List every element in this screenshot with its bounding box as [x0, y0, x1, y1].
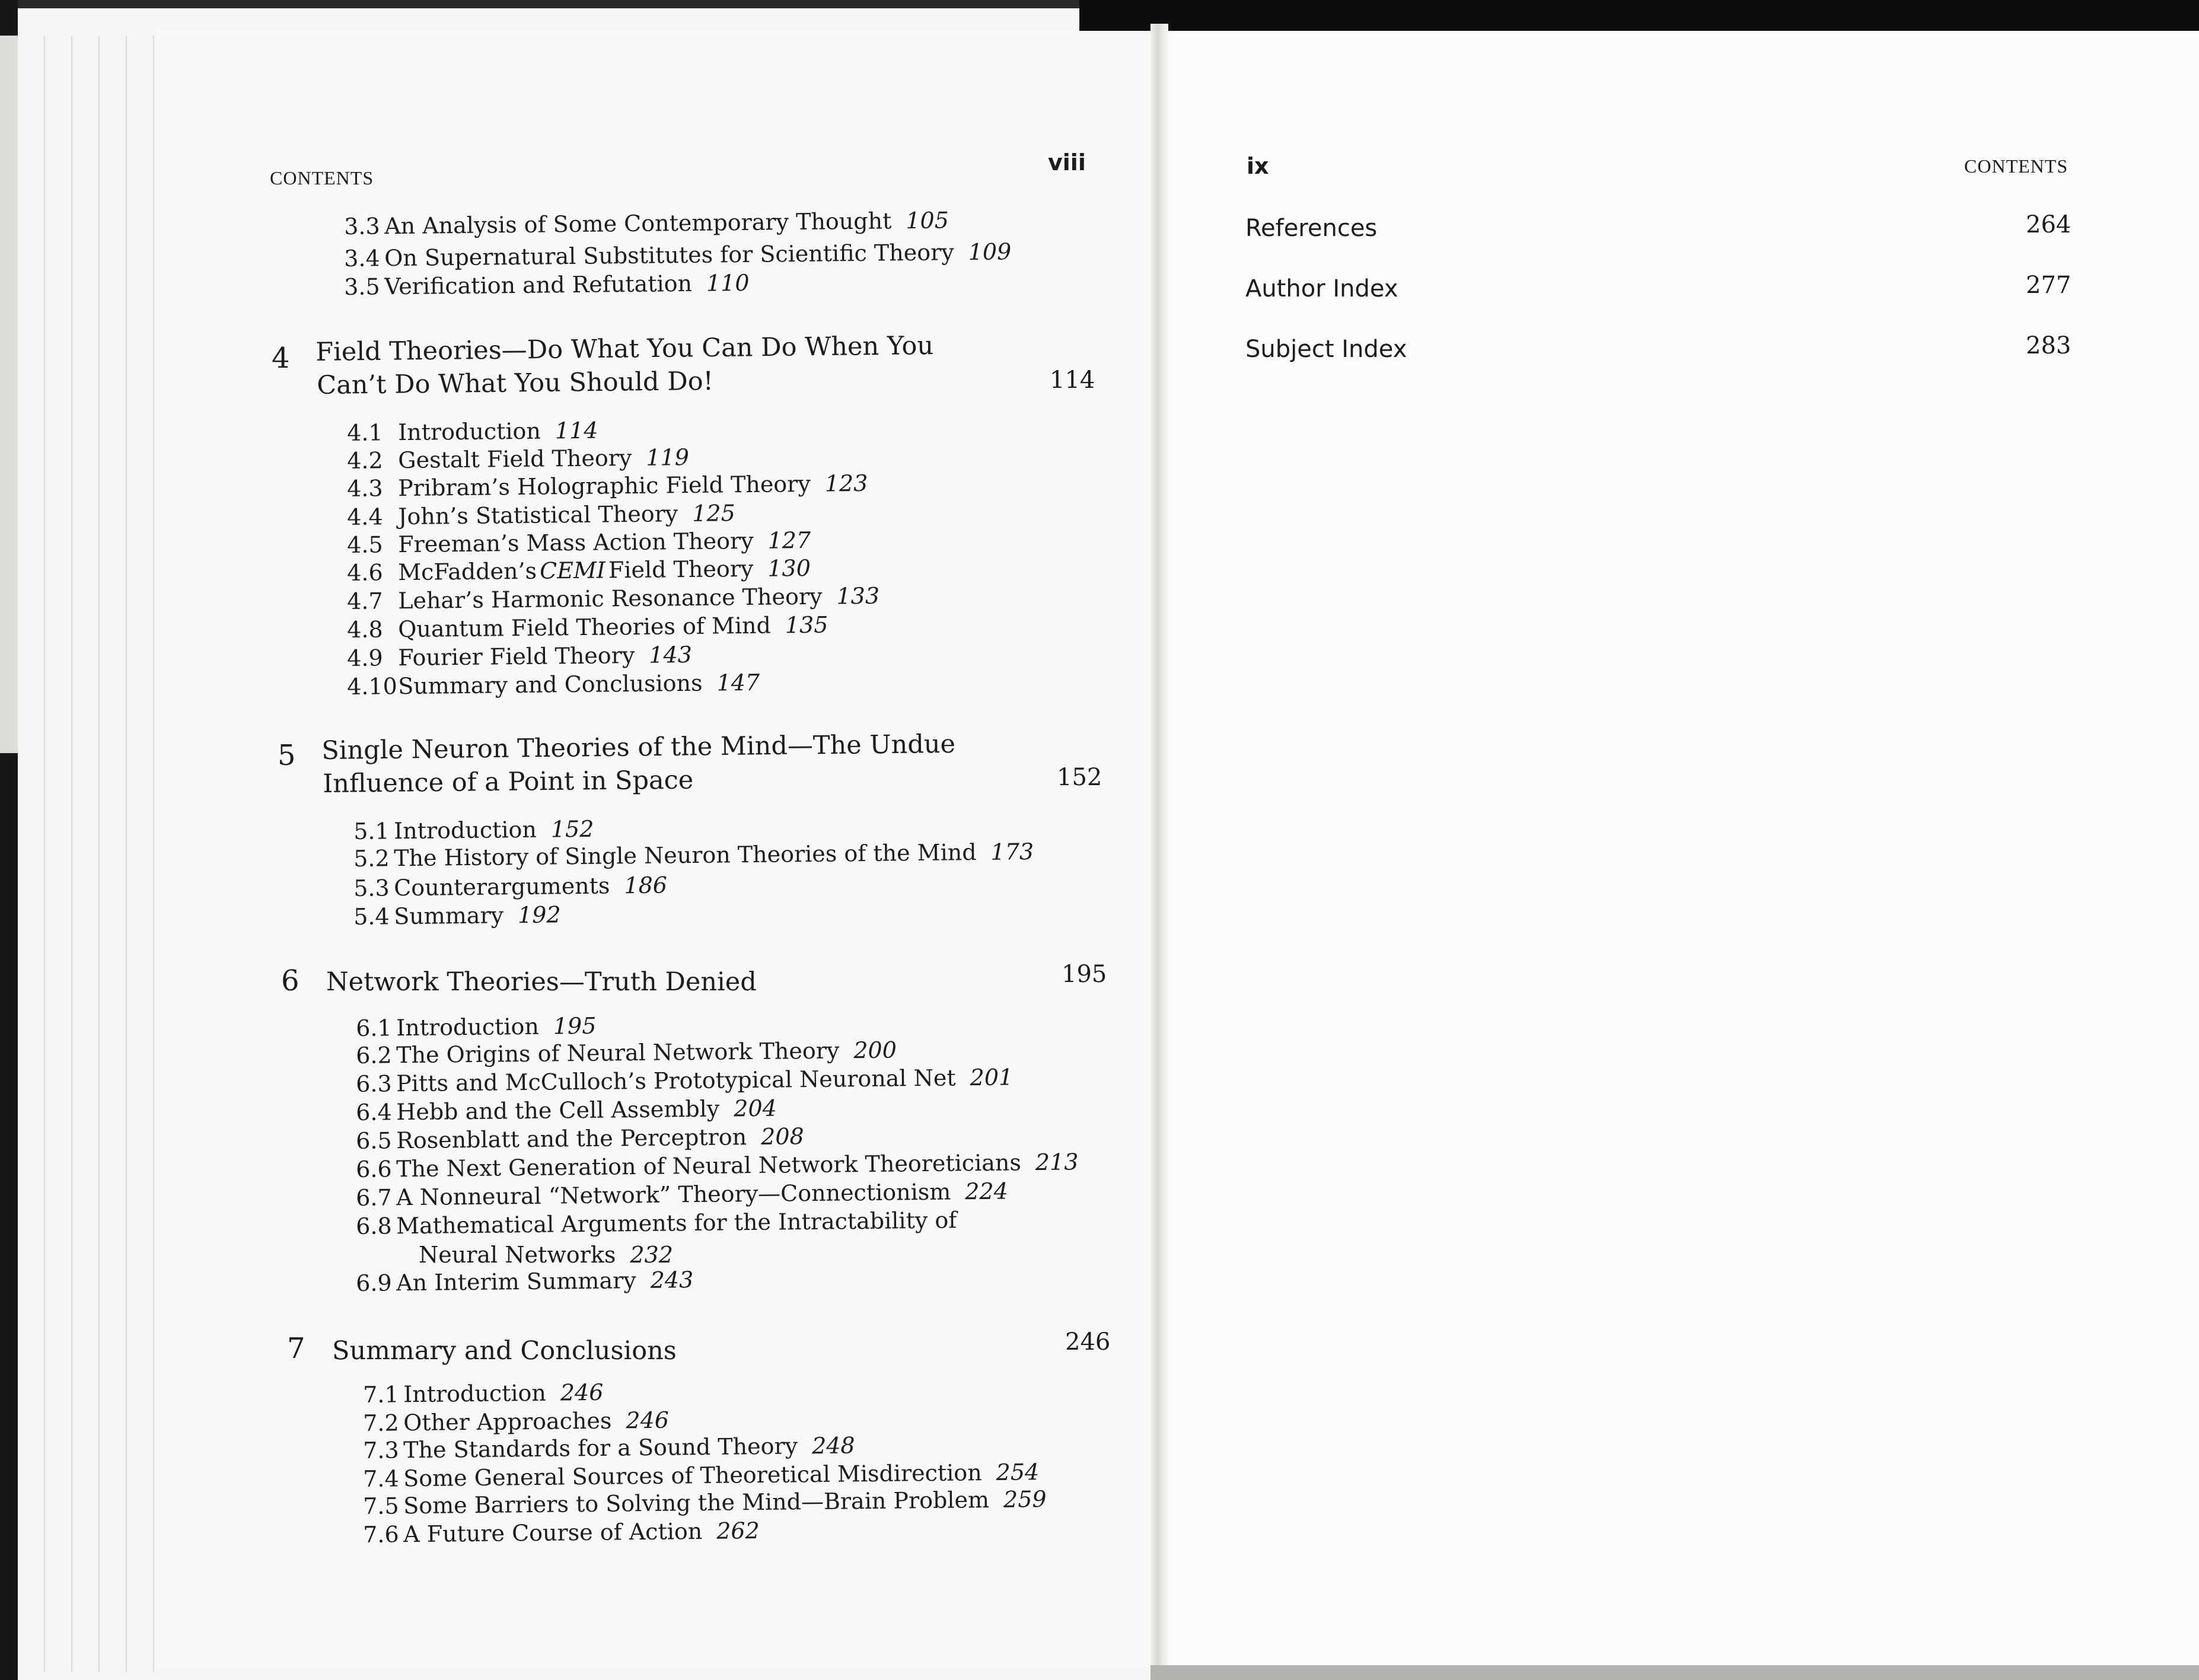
section-title: A Nonneural “Network” Theory—Connectionism	[396, 1178, 951, 1211]
section-title: Pribram’s Holographic Field Theory	[397, 470, 811, 502]
toc-entry	[363, 1407, 669, 1436]
section-page: 259	[1003, 1485, 1047, 1513]
chapter-title-line: Field Theories—Do What You Can Do When You	[315, 331, 934, 367]
toc-entry	[353, 872, 667, 901]
section-page: 147	[716, 669, 760, 696]
section-title: Gestalt Field Theory	[397, 444, 632, 474]
section-number: 6.1	[356, 1015, 392, 1041]
scan-bottom-edge	[1151, 1665, 2199, 1680]
section-title: An Analysis of Some Contemporary Thought	[384, 208, 892, 240]
toc-entry	[356, 1095, 777, 1126]
section-number: 6.2	[356, 1042, 392, 1069]
section-title: Introduction	[403, 1379, 547, 1408]
toc-entry	[347, 417, 598, 446]
section-title: John’s Statistical Theory	[397, 501, 678, 530]
section-title: Introduction	[396, 1013, 540, 1041]
toc-entry	[353, 816, 594, 844]
section-page: 246	[626, 1407, 670, 1434]
section-number: 4.1	[347, 419, 383, 446]
section-number: 5.3	[353, 875, 390, 901]
section-number: 7.5	[363, 1493, 399, 1519]
toc-entry	[353, 901, 561, 930]
section-page: 173	[990, 838, 1034, 865]
section-title: Introduction	[397, 417, 541, 446]
back-matter-page: 264	[2026, 211, 2071, 238]
section-title-italic: CEMI	[539, 557, 606, 584]
section-title: Verification and Refutation	[384, 270, 693, 300]
scan-top-edge-left	[0, 0, 1079, 8]
section-number: 4.3	[347, 475, 383, 502]
section-title: The Next Generation of Neural Network Theoreticians	[396, 1149, 1022, 1182]
section-title-before: McFadden’s	[397, 557, 537, 586]
section-page: 208	[760, 1123, 804, 1150]
toc-entry	[347, 500, 735, 530]
chapter-page: 246	[1065, 1328, 1111, 1356]
section-page: 213	[1035, 1149, 1079, 1176]
section-page: 152	[550, 815, 594, 843]
section-number: 4.9	[347, 645, 383, 671]
section-title: Some Barriers to Solving the Mind—Brain Problem	[403, 1486, 990, 1519]
toc-entry	[347, 555, 811, 586]
back-matter-page: 277	[2026, 272, 2071, 299]
section-page: 130	[767, 554, 811, 582]
section-page: 143	[649, 641, 693, 668]
chapter-title-line: Single Neuron Theories of the Mind—The Undue	[321, 729, 956, 766]
section-number: 3.5	[344, 273, 380, 300]
section-number: 7.4	[363, 1465, 399, 1492]
section-number: 7.6	[363, 1521, 399, 1548]
section-title: Other Approaches	[403, 1407, 612, 1436]
section-number: 4.6	[347, 559, 383, 586]
toc-entry	[363, 1432, 855, 1464]
chapter-page: 152	[1057, 764, 1102, 791]
section-title: Rosenblatt and the Perceptron	[396, 1124, 747, 1154]
back-matter-label: References	[1245, 215, 1378, 242]
section-page: 232	[630, 1242, 673, 1268]
chapter-number: 4	[272, 342, 290, 375]
toc-entry	[347, 583, 879, 614]
section-page: 243	[650, 1267, 694, 1293]
chapter-title-line: Summary and Conclusions	[332, 1336, 677, 1366]
section-title: An Interim Summary	[396, 1267, 636, 1296]
section-title-after: Field Theory	[608, 555, 754, 584]
section-page: 133	[836, 582, 880, 610]
section-title: Counterarguments	[393, 872, 610, 901]
toc-entry	[347, 444, 689, 474]
scan-top-edge-right	[1079, 0, 2199, 31]
section-page: 186	[624, 872, 668, 899]
chapter-number: 5	[278, 739, 296, 772]
section-title-continued: Neural Networks	[419, 1242, 616, 1268]
toc-entry	[356, 1123, 804, 1154]
section-title: Summary	[393, 902, 504, 930]
section-title: Some General Sources of Theoretical Misdirection	[403, 1459, 982, 1492]
section-page: 110	[706, 269, 750, 297]
section-number: 6.9	[356, 1270, 392, 1296]
section-title: Fourier Field Theory	[397, 642, 635, 671]
section-number: 6.5	[356, 1127, 392, 1154]
section-page: 135	[785, 611, 828, 639]
section-page: 195	[553, 1012, 597, 1040]
section-title: Pitts and McCulloch’s Prototypical Neuronal Net	[396, 1064, 956, 1097]
scan-left-edge-highlight	[0, 36, 18, 753]
page-stack-edges	[18, 36, 154, 1672]
section-page: 201	[970, 1064, 1014, 1091]
section-title: Mathematical Arguments for the Intractability of	[396, 1207, 957, 1239]
section-title: The Origins of Neural Network Theory	[396, 1037, 840, 1069]
section-number: 7.1	[363, 1381, 399, 1408]
section-number: 7.3	[363, 1437, 399, 1464]
section-number: 6.6	[356, 1156, 392, 1182]
section-title: Introduction	[393, 816, 537, 844]
chapter-title-line: Network Theories—Truth Denied	[326, 967, 757, 997]
section-number: 4.7	[347, 588, 383, 614]
toc-entry	[356, 1267, 693, 1296]
section-title: Hebb and the Cell Assembly	[396, 1095, 720, 1126]
section-page: 125	[691, 500, 735, 527]
section-page: 224	[965, 1178, 1009, 1205]
section-number: 6.7	[356, 1184, 392, 1211]
toc-entry-continued	[419, 1242, 673, 1268]
chapter-page: 114	[1050, 366, 1095, 394]
section-number: 4.2	[347, 447, 383, 474]
chapter-title-line: Influence of a Point in Space	[323, 765, 694, 799]
toc-entry	[347, 470, 868, 502]
section-title: Lehar’s Harmonic Resonance Theory	[397, 583, 823, 614]
back-matter-label: Subject Index	[1245, 336, 1407, 363]
section-number: 4.10	[347, 673, 398, 700]
section-page: 105	[906, 207, 949, 234]
section-number: 6.8	[356, 1213, 392, 1239]
section-title: Freeman’s Mass Action Theory	[397, 527, 754, 558]
toc-entry	[344, 270, 750, 300]
toc-entry	[347, 527, 811, 558]
chapter-page: 195	[1062, 961, 1107, 988]
section-number: 5.1	[353, 818, 390, 844]
back-matter-page: 283	[2026, 332, 2071, 359]
book-gutter	[1151, 24, 1168, 1680]
section-page: 123	[824, 470, 868, 497]
section-page: 192	[517, 901, 561, 929]
section-page: 119	[646, 444, 690, 471]
section-page: 200	[853, 1037, 897, 1064]
section-page: 246	[560, 1379, 604, 1406]
section-title: Quantum Field Theories of Mind	[397, 612, 772, 643]
section-title: Summary and Conclusions	[397, 670, 703, 700]
section-title: A Future Course of Action	[403, 1518, 703, 1548]
section-page: 262	[716, 1517, 760, 1544]
section-title: The Standards for a Sound Theory	[403, 1433, 798, 1464]
section-number: 3.3	[344, 213, 380, 240]
section-title: The History of Single Neuron Theories of the Mind	[393, 839, 977, 872]
toc-entry	[356, 1013, 597, 1041]
toc-entry	[363, 1518, 760, 1548]
back-matter-label: Author Index	[1245, 275, 1398, 302]
section-title: On Supernatural Substitutes for Scientific Theory	[384, 239, 954, 272]
folio-left: viii	[1048, 149, 1086, 176]
section-number: 4.4	[347, 503, 383, 530]
section-number: 4.8	[347, 616, 383, 643]
section-number: 6.3	[356, 1070, 392, 1097]
toc-entry	[363, 1379, 604, 1408]
section-page: 204	[734, 1095, 777, 1122]
section-page: 248	[811, 1432, 855, 1459]
section-number: 5.2	[353, 845, 390, 872]
section-number: 5.4	[353, 903, 390, 930]
section-number: 7.2	[363, 1410, 399, 1436]
toc-entry	[347, 642, 692, 671]
section-page: 127	[767, 527, 811, 554]
section-number: 4.5	[347, 531, 383, 558]
toc-entry	[347, 670, 760, 700]
running-head-left: CONTENTS	[270, 167, 374, 189]
chapter-number: 6	[281, 964, 299, 997]
section-page: 114	[554, 417, 598, 444]
running-head-right: CONTENTS	[1964, 155, 2069, 177]
folio-right: ix	[1247, 153, 1269, 179]
chapter-number: 7	[287, 1332, 305, 1365]
chapter-title-line: Can’t Do What You Should Do!	[317, 366, 714, 400]
section-number: 6.4	[356, 1099, 392, 1126]
toc-entry	[347, 612, 828, 643]
section-number: 3.4	[344, 245, 380, 272]
section-page: 254	[996, 1459, 1040, 1485]
section-page: 109	[968, 238, 1012, 265]
